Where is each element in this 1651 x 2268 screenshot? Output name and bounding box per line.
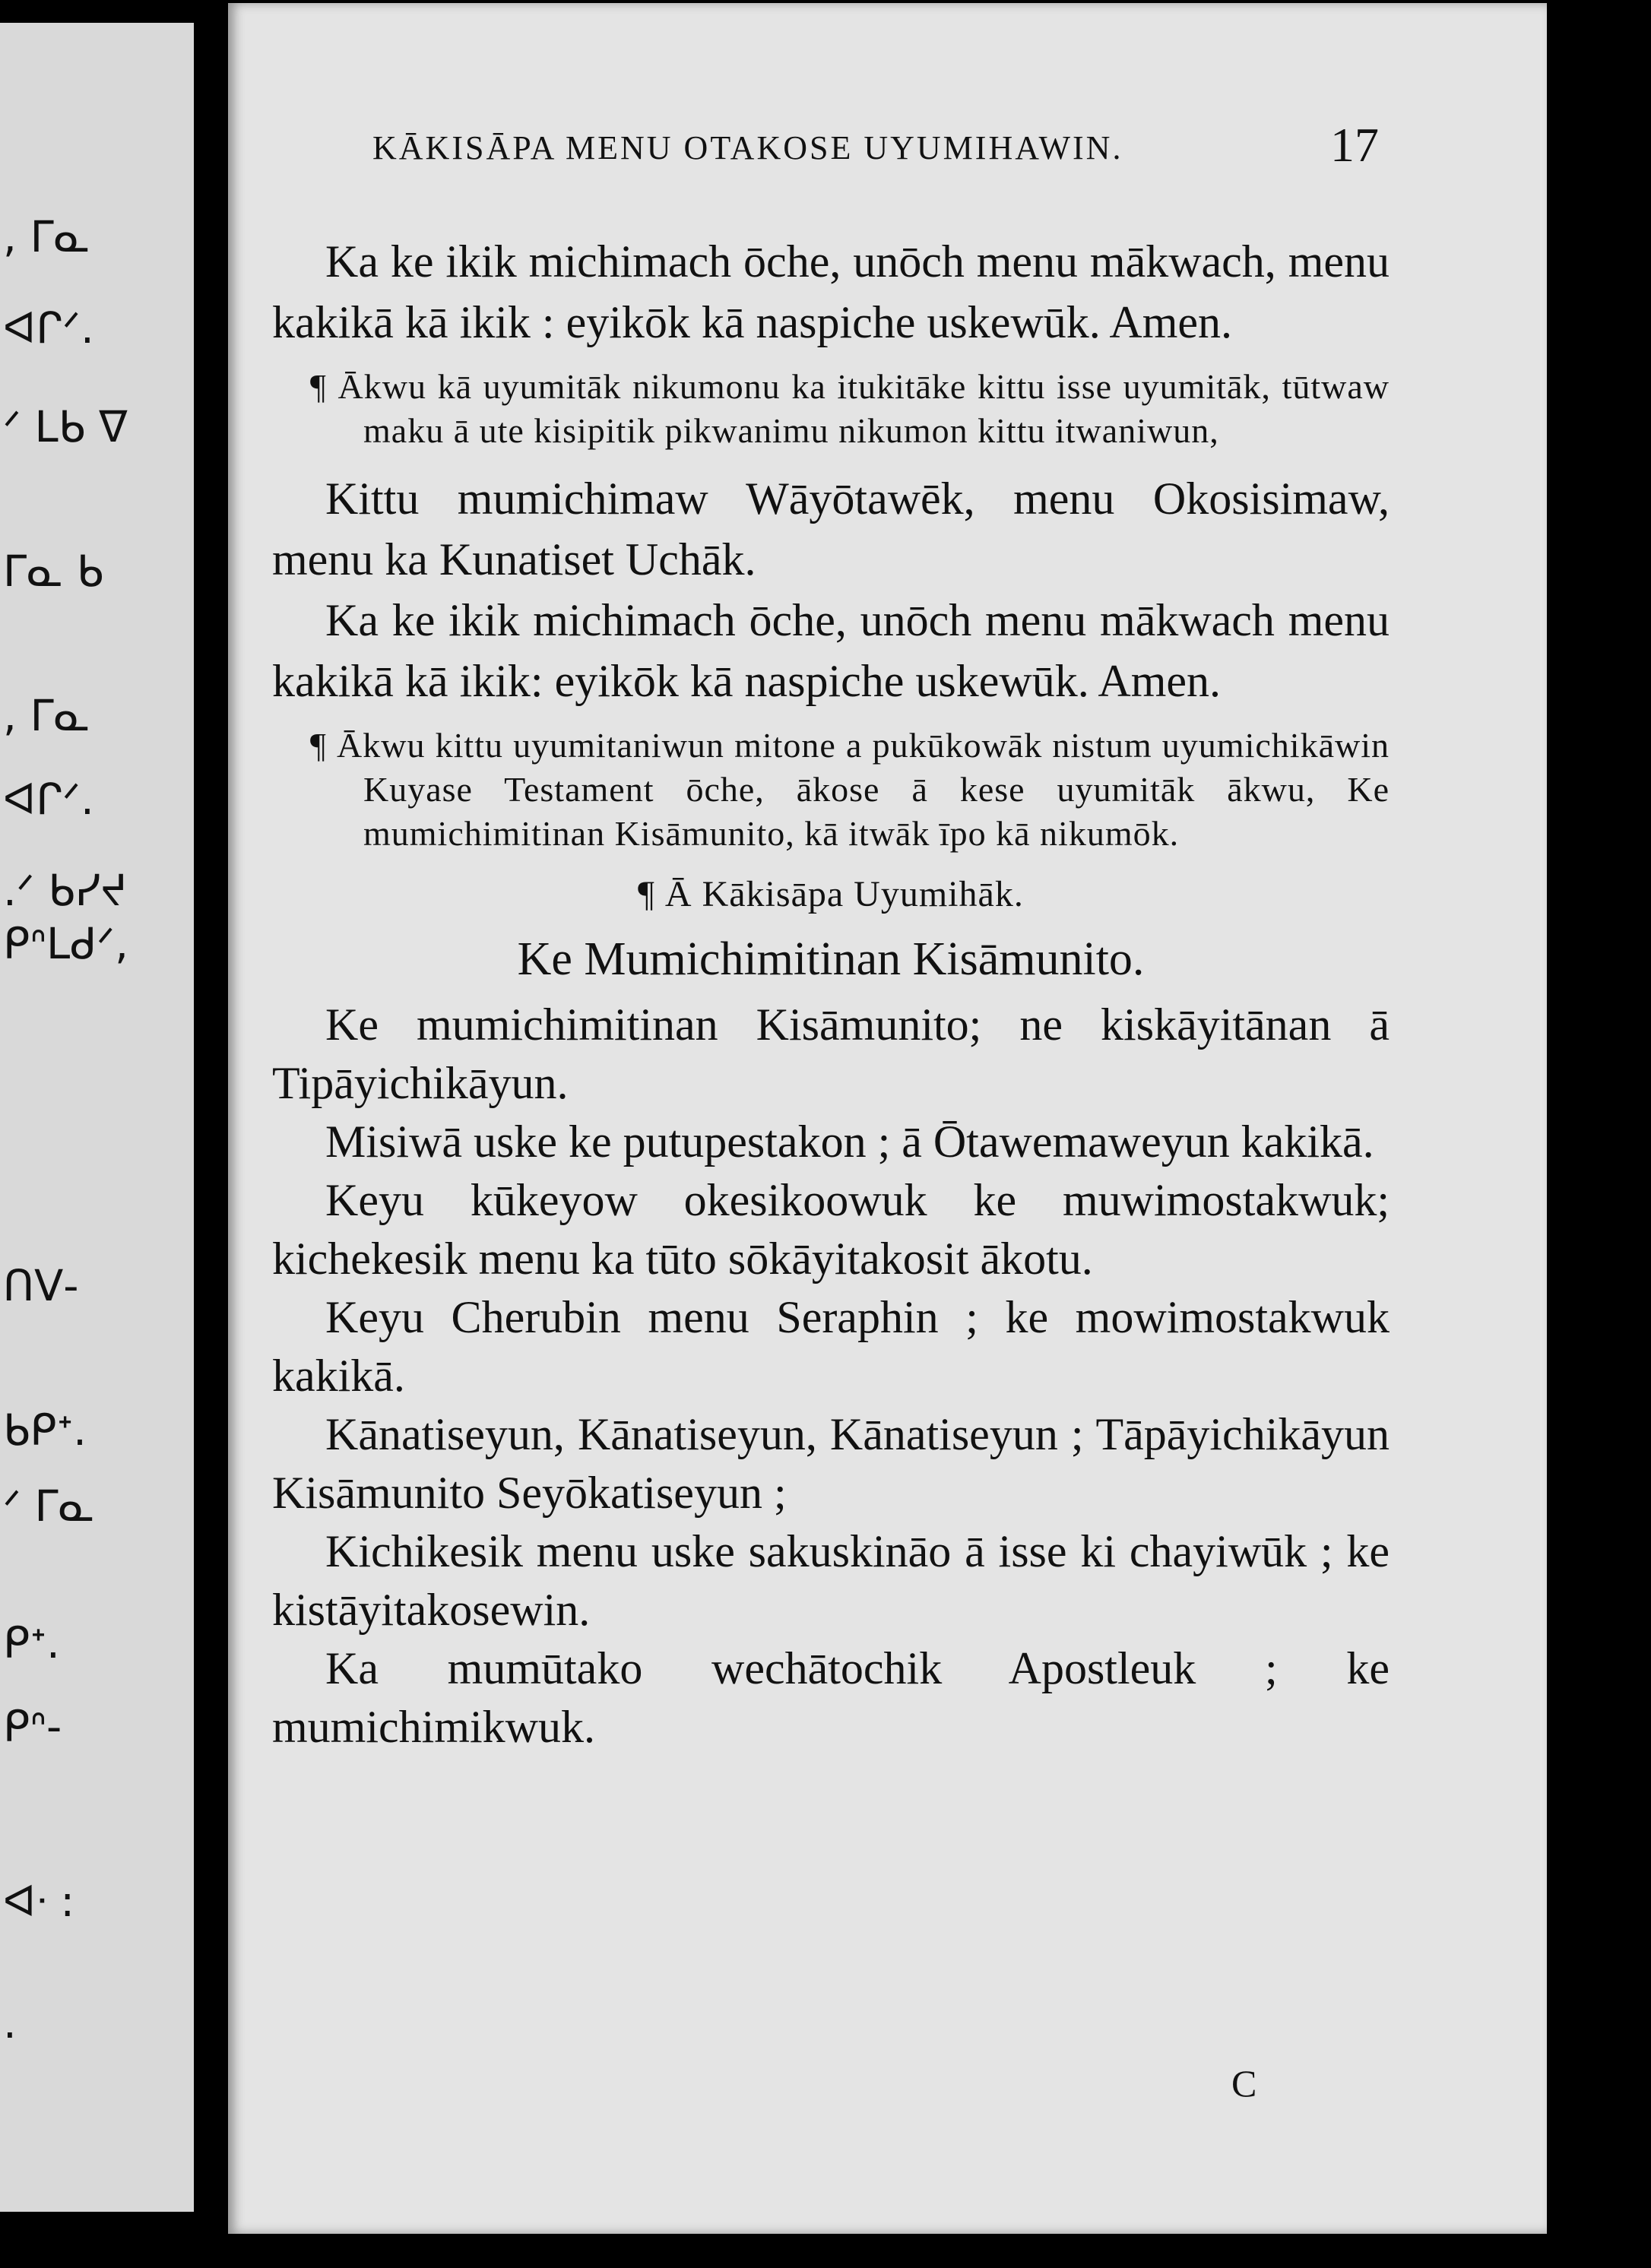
rubric: ¶ Ākwu kittu uyumitaniwun mitone a pukūkowāk nistum uyumichikāwin Kuyase Testament ōche, ākose ā kese uyumitāk ākwu, Ke mumichimitinan Kisāmunito, kā itwāk īpo kā nikumōk. [310,726,1390,853]
facing-page-line: ᐊᒋᐟ. [3,775,94,825]
book-page [228,3,1547,2234]
facing-page-line: ᐟ ᒥᓇ [3,1482,95,1532]
verse: Keyu kūkeyow okesikoowuk ke muwimostakwuk; kichekesik menu ka tūto sōkāyitakosit ākotu. [272,1175,1390,1284]
facing-page-line: ᒥᓇ ᑲ [3,547,103,597]
facing-page-line: .ᐟ ᑲᓯᔪ [3,866,128,916]
paragraph: Ka ke ikik michimach ōche, unōch menu mākwach menu kakikā kā ikik: eyikōk kā naspiche uskewūk. Amen. [272,595,1390,706]
verse: Misiwā uske ke putupestakon ; ā Ōtawemaweyun kakikā. [325,1117,1374,1167]
verse: Kichikesik menu uske sakuskināo ā isse ki chayiwūk ; ke kistāyitakosewin. [272,1526,1390,1635]
facing-page-line: ᐟ ᒪᑲ ᐁ [3,403,128,452]
facing-page-line: ᑭᐢ- [3,1703,62,1752]
facing-page-line: , ᒥᓇ [3,692,90,741]
verse: Ka mumūtako wechātochik Apostleuk ; ke mumichimikwuk. [272,1643,1390,1752]
facing-page-line: ᐊᒋᐟ. [3,304,94,353]
verse: Ke mumichimitinan Kisāmunito; ne kiskāyitānan ā Tipāyichikāyun. [272,999,1390,1108]
verse: Kānatiseyun, Kānatiseyun, Kānatiseyun ; Tāpāyichikāyun Kisāmunito Seyōkatiseyun ; [272,1409,1390,1518]
book-gutter [194,0,228,2268]
facing-page-line: ᑭᕀ. [3,1619,60,1668]
rubric: ¶ Ākwu kā uyumitāk nikumonu ka itukitāke kittu isse uyumitāk, tūtwaw maku ā ute kisipitik pikwanimu nikumon kittu itwaniwun, [310,367,1390,450]
paragraph: Kittu mumichimaw Wāyōtawēk, menu Okosisimaw, menu ka Kunatiset Uchāk. [272,474,1390,584]
rubric-centered: ¶ Ā Kākisāpa Uyumihāk. [638,874,1024,914]
facing-page-line: , ᒥᓇ [3,213,90,262]
scan-border [1547,0,1651,2268]
running-head: KĀKISĀPA MENU OTAKOSE UYUMIHAWIN. [372,129,1123,166]
facing-page-line: ᐊᐧ : [3,1877,75,1927]
section-heading: Ke Mumichimitinan Kisāmunito. [517,933,1145,985]
signature-mark: C [1231,2062,1257,2105]
facing-page-line: ᑭᐢᒪᑯᐟ, [3,920,128,969]
facing-page-line: ᑎᐯ- [3,1262,79,1311]
facing-page-strip [0,23,194,2212]
facing-page-line: . [3,1999,17,2048]
page-content [272,231,1390,1756]
paragraph: Ka ke ikik michimach ōche, unōch menu mākwach, menu kakikā kā ikik : eyikōk kā naspiche uskewūk. Amen. [272,236,1390,347]
verse: Keyu Cherubin menu Seraphin ; ke mowimostakwuk kakikā. [272,1292,1390,1401]
facing-page-line: ᑲᑭᕀ. [3,1406,87,1456]
page-number: 17 [1330,118,1379,172]
